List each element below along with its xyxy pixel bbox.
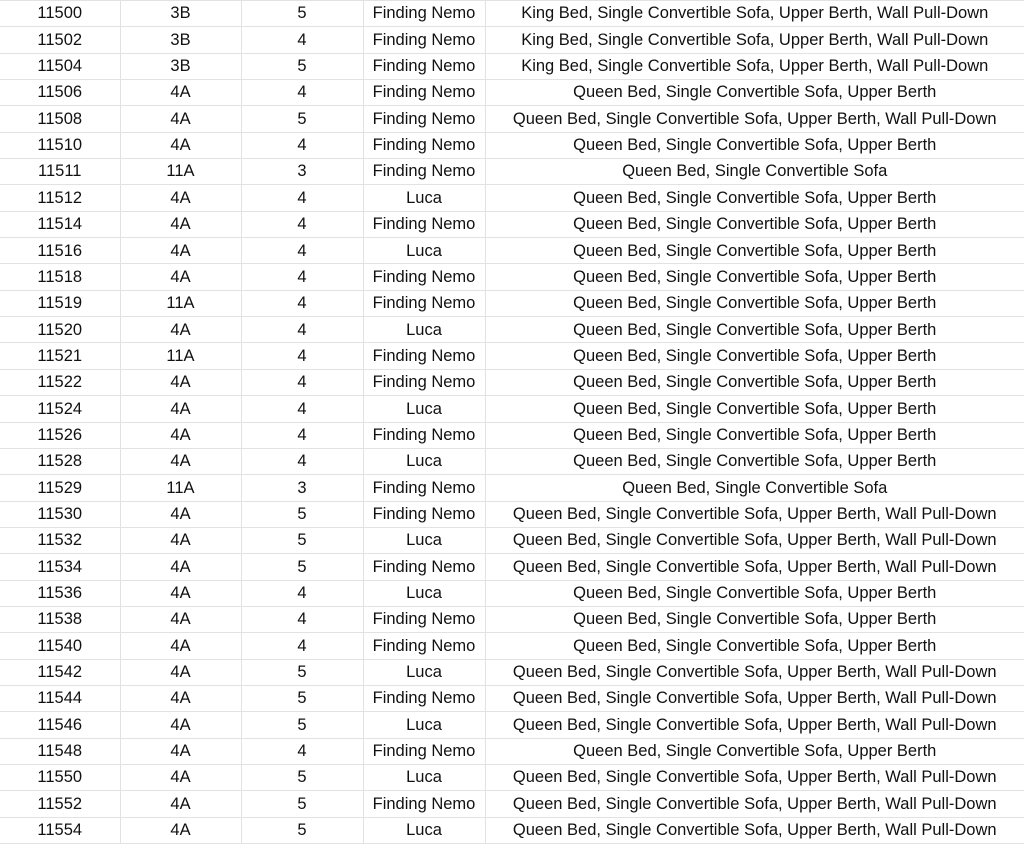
table-row [0, 80, 1024, 106]
cell-occupancy[interactable]: 4 [241, 80, 363, 106]
cell-category[interactable]: 4A [120, 527, 241, 553]
cell-bedding[interactable]: Queen Bed, Single Convertible Sofa, Upper Berth [485, 448, 1024, 474]
cell-category[interactable]: 11A [120, 343, 241, 369]
cell-occupancy[interactable]: 4 [241, 606, 363, 632]
cell-occupancy[interactable]: 4 [241, 343, 363, 369]
table-row [0, 712, 1024, 738]
cell-bedding[interactable]: Queen Bed, Single Convertible Sofa, Upper Berth [485, 396, 1024, 422]
cell-occupancy[interactable]: 5 [241, 685, 363, 711]
cell-theme[interactable]: Finding Nemo [363, 1, 485, 27]
cell-theme[interactable]: Luca [363, 396, 485, 422]
cell-category[interactable]: 4A [120, 685, 241, 711]
cell-bedding[interactable]: Queen Bed, Single Convertible Sofa, Upper Berth [485, 738, 1024, 764]
table-row [0, 1, 1024, 27]
cell-cabin-number[interactable]: 11512 [0, 185, 120, 211]
cell-cabin-number[interactable]: 11530 [0, 501, 120, 527]
cell-occupancy[interactable]: 5 [241, 712, 363, 738]
cell-category[interactable]: 3B [120, 27, 241, 53]
table-row [0, 606, 1024, 632]
cell-occupancy[interactable]: 4 [241, 211, 363, 237]
table-row [0, 290, 1024, 316]
cell-occupancy[interactable]: 3 [241, 159, 363, 185]
cell-bedding[interactable]: Queen Bed, Single Convertible Sofa, Upper Berth [485, 185, 1024, 211]
cell-bedding[interactable]: Queen Bed, Single Convertible Sofa [485, 159, 1024, 185]
cell-occupancy[interactable]: 5 [241, 554, 363, 580]
cell-theme[interactable]: Luca [363, 527, 485, 553]
cell-theme[interactable]: Luca [363, 764, 485, 790]
cell-cabin-number[interactable]: 11511 [0, 159, 120, 185]
table-row [0, 633, 1024, 659]
cell-category[interactable]: 4A [120, 238, 241, 264]
cell-occupancy[interactable]: 4 [241, 633, 363, 659]
cell-bedding[interactable]: King Bed, Single Convertible Sofa, Upper Berth, Wall Pull-Down [485, 1, 1024, 27]
cell-cabin-number[interactable]: 11544 [0, 685, 120, 711]
table-row [0, 659, 1024, 685]
table-row [0, 317, 1024, 343]
table-row [0, 738, 1024, 764]
table-row [0, 27, 1024, 53]
cell-bedding[interactable]: King Bed, Single Convertible Sofa, Upper Berth, Wall Pull-Down [485, 27, 1024, 53]
cell-bedding[interactable]: Queen Bed, Single Convertible Sofa, Upper Berth [485, 633, 1024, 659]
cell-occupancy[interactable]: 4 [241, 580, 363, 606]
table-row [0, 369, 1024, 395]
cell-cabin-number[interactable]: 11510 [0, 132, 120, 158]
cell-bedding[interactable]: Queen Bed, Single Convertible Sofa, Upper Berth [485, 606, 1024, 632]
cell-theme[interactable]: Finding Nemo [363, 791, 485, 817]
table-row [0, 106, 1024, 132]
cell-bedding[interactable]: Queen Bed, Single Convertible Sofa, Upper Berth [485, 238, 1024, 264]
cell-cabin-number[interactable]: 11516 [0, 238, 120, 264]
table-row [0, 791, 1024, 817]
table-row [0, 475, 1024, 501]
cell-cabin-number[interactable]: 11534 [0, 554, 120, 580]
cell-cabin-number[interactable]: 11528 [0, 448, 120, 474]
cell-occupancy[interactable]: 4 [241, 132, 363, 158]
cell-cabin-number[interactable]: 11519 [0, 290, 120, 316]
cell-theme[interactable]: Finding Nemo [363, 27, 485, 53]
cell-category[interactable]: 4A [120, 422, 241, 448]
cell-cabin-number[interactable]: 11520 [0, 317, 120, 343]
table-row [0, 580, 1024, 606]
cell-cabin-number[interactable]: 11532 [0, 527, 120, 553]
cell-bedding[interactable]: Queen Bed, Single Convertible Sofa, Upper Berth [485, 264, 1024, 290]
cell-cabin-number[interactable]: 11502 [0, 27, 120, 53]
cell-category[interactable]: 4A [120, 448, 241, 474]
cell-theme[interactable]: Luca [363, 238, 485, 264]
cell-occupancy[interactable]: 5 [241, 501, 363, 527]
cell-category[interactable]: 3B [120, 1, 241, 27]
cell-theme[interactable]: Finding Nemo [363, 422, 485, 448]
cell-category[interactable]: 4A [120, 633, 241, 659]
cell-theme[interactable]: Luca [363, 580, 485, 606]
cell-theme[interactable]: Finding Nemo [363, 132, 485, 158]
cell-bedding[interactable]: Queen Bed, Single Convertible Sofa, Upper Berth [485, 422, 1024, 448]
cell-cabin-number[interactable]: 11550 [0, 764, 120, 790]
cell-theme[interactable]: Finding Nemo [363, 554, 485, 580]
cell-bedding[interactable]: Queen Bed, Single Convertible Sofa, Upper Berth [485, 132, 1024, 158]
table-row [0, 817, 1024, 843]
cell-category[interactable]: 11A [120, 159, 241, 185]
cell-cabin-number[interactable]: 11506 [0, 80, 120, 106]
cell-cabin-number[interactable]: 11538 [0, 606, 120, 632]
cell-theme[interactable]: Luca [363, 448, 485, 474]
table-row [0, 422, 1024, 448]
cell-bedding[interactable]: Queen Bed, Single Convertible Sofa, Upper Berth, Wall Pull-Down [485, 817, 1024, 843]
cell-theme[interactable]: Finding Nemo [363, 264, 485, 290]
cell-cabin-number[interactable]: 11529 [0, 475, 120, 501]
cell-occupancy[interactable]: 5 [241, 817, 363, 843]
cell-theme[interactable]: Finding Nemo [363, 106, 485, 132]
cell-bedding[interactable]: Queen Bed, Single Convertible Sofa, Upper Berth [485, 343, 1024, 369]
cell-cabin-number[interactable]: 11518 [0, 264, 120, 290]
cell-theme[interactable]: Finding Nemo [363, 606, 485, 632]
cell-category[interactable]: 4A [120, 106, 241, 132]
cell-theme[interactable]: Finding Nemo [363, 633, 485, 659]
cell-theme[interactable]: Luca [363, 712, 485, 738]
cell-cabin-number[interactable]: 11504 [0, 53, 120, 79]
cell-category[interactable]: 4A [120, 554, 241, 580]
cell-occupancy[interactable]: 4 [241, 422, 363, 448]
cell-category[interactable]: 4A [120, 659, 241, 685]
cell-occupancy[interactable]: 5 [241, 527, 363, 553]
cell-category[interactable]: 4A [120, 501, 241, 527]
cell-occupancy[interactable]: 4 [241, 448, 363, 474]
cell-bedding[interactable]: Queen Bed, Single Convertible Sofa, Upper Berth, Wall Pull-Down [485, 659, 1024, 685]
cell-bedding[interactable]: Queen Bed, Single Convertible Sofa, Upper Berth, Wall Pull-Down [485, 554, 1024, 580]
cell-bedding[interactable]: Queen Bed, Single Convertible Sofa, Upper Berth, Wall Pull-Down [485, 106, 1024, 132]
cell-bedding[interactable]: Queen Bed, Single Convertible Sofa, Upper Berth, Wall Pull-Down [485, 712, 1024, 738]
cell-theme[interactable]: Luca [363, 659, 485, 685]
spreadsheet-body [0, 1, 1024, 844]
cell-bedding[interactable]: Queen Bed, Single Convertible Sofa, Upper Berth, Wall Pull-Down [485, 501, 1024, 527]
cell-cabin-number[interactable]: 11514 [0, 211, 120, 237]
cell-theme[interactable]: Finding Nemo [363, 211, 485, 237]
cell-category[interactable]: 4A [120, 817, 241, 843]
cell-bedding[interactable]: Queen Bed, Single Convertible Sofa, Upper Berth [485, 580, 1024, 606]
cell-category[interactable]: 4A [120, 580, 241, 606]
cell-occupancy[interactable]: 4 [241, 317, 363, 343]
cell-occupancy[interactable]: 4 [241, 738, 363, 764]
cell-category[interactable]: 4A [120, 317, 241, 343]
cell-cabin-number[interactable]: 11554 [0, 817, 120, 843]
cell-bedding[interactable]: Queen Bed, Single Convertible Sofa, Upper Berth, Wall Pull-Down [485, 791, 1024, 817]
cell-bedding[interactable]: Queen Bed, Single Convertible Sofa, Upper Berth [485, 211, 1024, 237]
cell-bedding[interactable]: Queen Bed, Single Convertible Sofa, Upper Berth [485, 369, 1024, 395]
cell-cabin-number[interactable]: 11540 [0, 633, 120, 659]
table-row [0, 554, 1024, 580]
table-row [0, 264, 1024, 290]
cell-theme[interactable]: Finding Nemo [363, 501, 485, 527]
cell-occupancy[interactable]: 5 [241, 659, 363, 685]
cell-theme[interactable]: Luca [363, 317, 485, 343]
cell-category[interactable]: 4A [120, 80, 241, 106]
cell-cabin-number[interactable]: 11546 [0, 712, 120, 738]
cell-category[interactable]: 3B [120, 53, 241, 79]
cell-occupancy[interactable]: 5 [241, 53, 363, 79]
cell-bedding[interactable]: King Bed, Single Convertible Sofa, Upper Berth, Wall Pull-Down [485, 53, 1024, 79]
cell-theme[interactable]: Finding Nemo [363, 369, 485, 395]
table-row [0, 448, 1024, 474]
cell-theme[interactable]: Finding Nemo [363, 53, 485, 79]
cell-theme[interactable]: Luca [363, 817, 485, 843]
table-row [0, 211, 1024, 237]
cell-occupancy[interactable]: 4 [241, 396, 363, 422]
cell-bedding[interactable]: Queen Bed, Single Convertible Sofa, Upper Berth, Wall Pull-Down [485, 527, 1024, 553]
table-row [0, 132, 1024, 158]
table-row [0, 764, 1024, 790]
table-row [0, 185, 1024, 211]
cell-occupancy[interactable]: 3 [241, 475, 363, 501]
cell-category[interactable]: 4A [120, 764, 241, 790]
cell-theme[interactable]: Finding Nemo [363, 80, 485, 106]
cell-bedding[interactable]: Queen Bed, Single Convertible Sofa, Upper Berth [485, 317, 1024, 343]
cell-bedding[interactable]: Queen Bed, Single Convertible Sofa, Upper Berth [485, 290, 1024, 316]
cell-cabin-number[interactable]: 11526 [0, 422, 120, 448]
cell-cabin-number[interactable]: 11542 [0, 659, 120, 685]
cell-occupancy[interactable]: 5 [241, 791, 363, 817]
cell-bedding[interactable]: Queen Bed, Single Convertible Sofa, Upper Berth, Wall Pull-Down [485, 685, 1024, 711]
cell-category[interactable]: 4A [120, 396, 241, 422]
cell-cabin-number[interactable]: 11536 [0, 580, 120, 606]
cell-category[interactable]: 4A [120, 369, 241, 395]
cell-occupancy[interactable]: 4 [241, 369, 363, 395]
table-row [0, 396, 1024, 422]
cell-cabin-number[interactable]: 11508 [0, 106, 120, 132]
cell-occupancy[interactable]: 4 [241, 264, 363, 290]
cell-occupancy[interactable]: 4 [241, 27, 363, 53]
cell-category[interactable]: 4A [120, 738, 241, 764]
cell-category[interactable]: 4A [120, 185, 241, 211]
cell-category[interactable]: 4A [120, 712, 241, 738]
cell-theme[interactable]: Finding Nemo [363, 290, 485, 316]
cell-category[interactable]: 4A [120, 606, 241, 632]
cell-category[interactable]: 4A [120, 211, 241, 237]
table-row [0, 501, 1024, 527]
cell-theme[interactable]: Finding Nemo [363, 159, 485, 185]
cell-bedding[interactable]: Queen Bed, Single Convertible Sofa, Upper Berth [485, 80, 1024, 106]
cell-category[interactable]: 4A [120, 132, 241, 158]
cell-category[interactable]: 4A [120, 791, 241, 817]
cell-occupancy[interactable]: 4 [241, 238, 363, 264]
cell-theme[interactable]: Finding Nemo [363, 475, 485, 501]
cell-cabin-number[interactable]: 11500 [0, 1, 120, 27]
cell-category[interactable]: 11A [120, 475, 241, 501]
cell-category[interactable]: 4A [120, 264, 241, 290]
cell-cabin-number[interactable]: 11548 [0, 738, 120, 764]
cell-bedding[interactable]: Queen Bed, Single Convertible Sofa, Upper Berth, Wall Pull-Down [485, 764, 1024, 790]
cell-bedding[interactable]: Queen Bed, Single Convertible Sofa [485, 475, 1024, 501]
table-row [0, 53, 1024, 79]
table-row [0, 343, 1024, 369]
cell-occupancy[interactable]: 5 [241, 106, 363, 132]
cell-theme[interactable]: Finding Nemo [363, 685, 485, 711]
cell-occupancy[interactable]: 5 [241, 764, 363, 790]
cell-occupancy[interactable]: 4 [241, 185, 363, 211]
cell-theme[interactable]: Luca [363, 185, 485, 211]
table-row [0, 159, 1024, 185]
cell-theme[interactable]: Finding Nemo [363, 343, 485, 369]
table-row [0, 685, 1024, 711]
cell-category[interactable]: 11A [120, 290, 241, 316]
cell-theme[interactable]: Finding Nemo [363, 738, 485, 764]
cell-cabin-number[interactable]: 11524 [0, 396, 120, 422]
cell-cabin-number[interactable]: 11521 [0, 343, 120, 369]
cell-occupancy[interactable]: 5 [241, 1, 363, 27]
cell-cabin-number[interactable]: 11552 [0, 791, 120, 817]
cell-occupancy[interactable]: 4 [241, 290, 363, 316]
table-row [0, 238, 1024, 264]
table-row [0, 527, 1024, 553]
cell-cabin-number[interactable]: 11522 [0, 369, 120, 395]
